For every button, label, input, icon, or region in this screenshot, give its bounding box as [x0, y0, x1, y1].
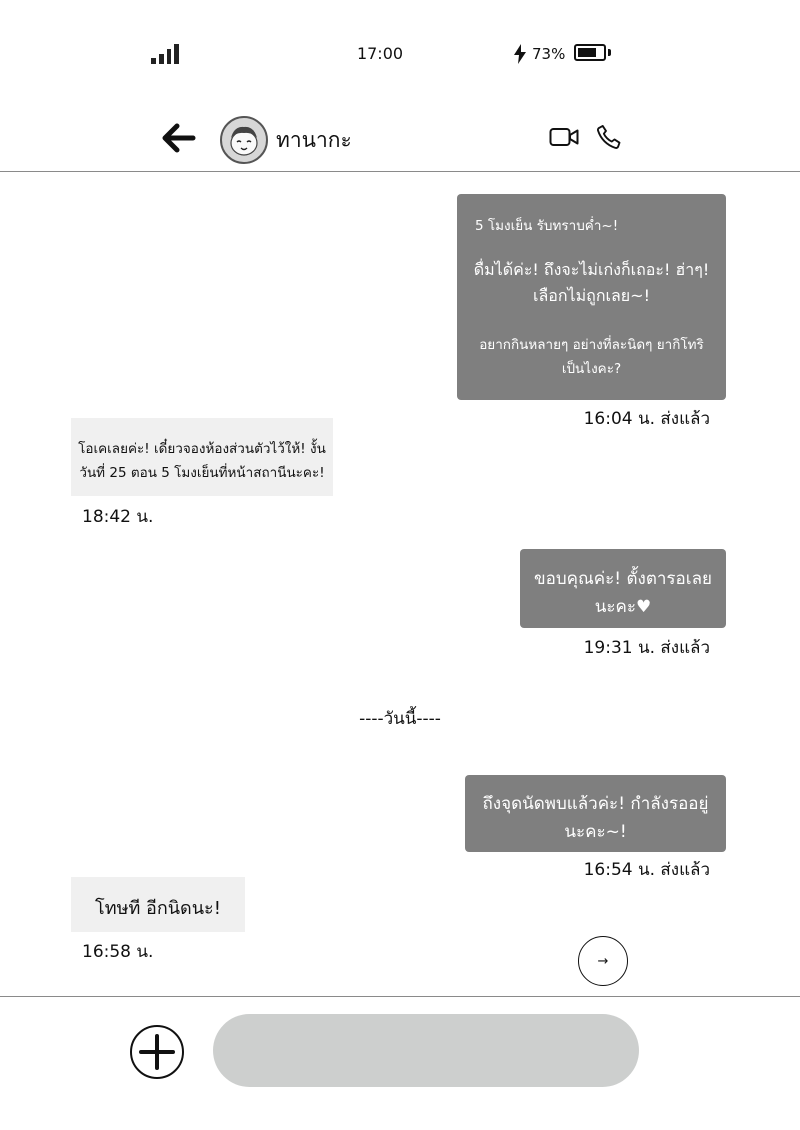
- message-text: วันที่ 25 ตอน 5 โมงเย็นที่หน้าสถานีนะคะ!: [79, 465, 325, 481]
- contact-name[interactable]: ทานากะ: [276, 128, 352, 152]
- add-attachment-icon[interactable]: [129, 1024, 185, 1080]
- header-divider: [0, 171, 800, 172]
- status-time: 17:00: [356, 44, 404, 63]
- message-text: เป็นไงคะ?: [561, 361, 622, 377]
- contact-avatar[interactable]: [220, 116, 268, 164]
- sent-message-bubble[interactable]: [457, 194, 726, 400]
- message-text: อยากกินหลายๆ อย่างที่ละนิดๆ ยากิโทริ: [479, 337, 704, 353]
- video-call-icon[interactable]: [549, 126, 579, 148]
- battery-percent: 73%: [532, 45, 566, 63]
- phone-call-icon[interactable]: [595, 123, 623, 151]
- message-text: นะคะ~!: [564, 822, 627, 842]
- message-text: โอเคเลยค่ะ! เดี๋ยวจองห้องส่วนตัวไว้ให้! งั้น: [78, 441, 326, 457]
- battery-icon: [574, 44, 606, 61]
- message-input[interactable]: [213, 1014, 639, 1087]
- next-arrow-button[interactable]: →: [578, 936, 628, 986]
- message-text: โทษที อีกนิดนะ!: [95, 898, 221, 919]
- message-text: ขอบคุณค่ะ! ตั้งตารอเลย: [534, 569, 712, 589]
- input-divider: [0, 996, 800, 997]
- message-text: ถึงจุดนัดพบแล้วค่ะ! กำลังรออยู่: [482, 794, 709, 814]
- message-text: 5 โมงเย็น รับทราบค่ำ~!: [475, 218, 619, 234]
- charging-bolt-icon: [513, 44, 527, 64]
- received-message-bubble[interactable]: [71, 418, 333, 496]
- message-text: เลือกไม่ถูกเลย~!: [532, 286, 650, 305]
- received-message-bubble[interactable]: [71, 877, 245, 932]
- message-timestamp: 16:54 น. ส่งแล้ว: [583, 860, 710, 880]
- message-timestamp: 16:58 น.: [82, 942, 154, 962]
- sent-message-bubble[interactable]: [465, 775, 726, 852]
- avatar-face-icon: [222, 118, 266, 162]
- battery-level-fill: [578, 48, 596, 57]
- message-timestamp: 16:04 น. ส่งแล้ว: [583, 409, 710, 429]
- date-divider: ----วันนี้----: [359, 709, 441, 729]
- back-arrow-icon[interactable]: [160, 122, 196, 154]
- message-timestamp: 19:31 น. ส่งแล้ว: [583, 638, 710, 658]
- sent-message-bubble[interactable]: [520, 549, 726, 628]
- message-timestamp: 18:42 น.: [82, 507, 154, 527]
- battery-tip: [608, 49, 611, 56]
- message-text: ดื่มได้ค่ะ! ถึงจะไม่เก่งก็เถอะ! ฮ่าๆ!: [473, 260, 710, 279]
- signal-strength-icon: [151, 44, 179, 64]
- message-text: นะคะ♥: [594, 597, 652, 617]
